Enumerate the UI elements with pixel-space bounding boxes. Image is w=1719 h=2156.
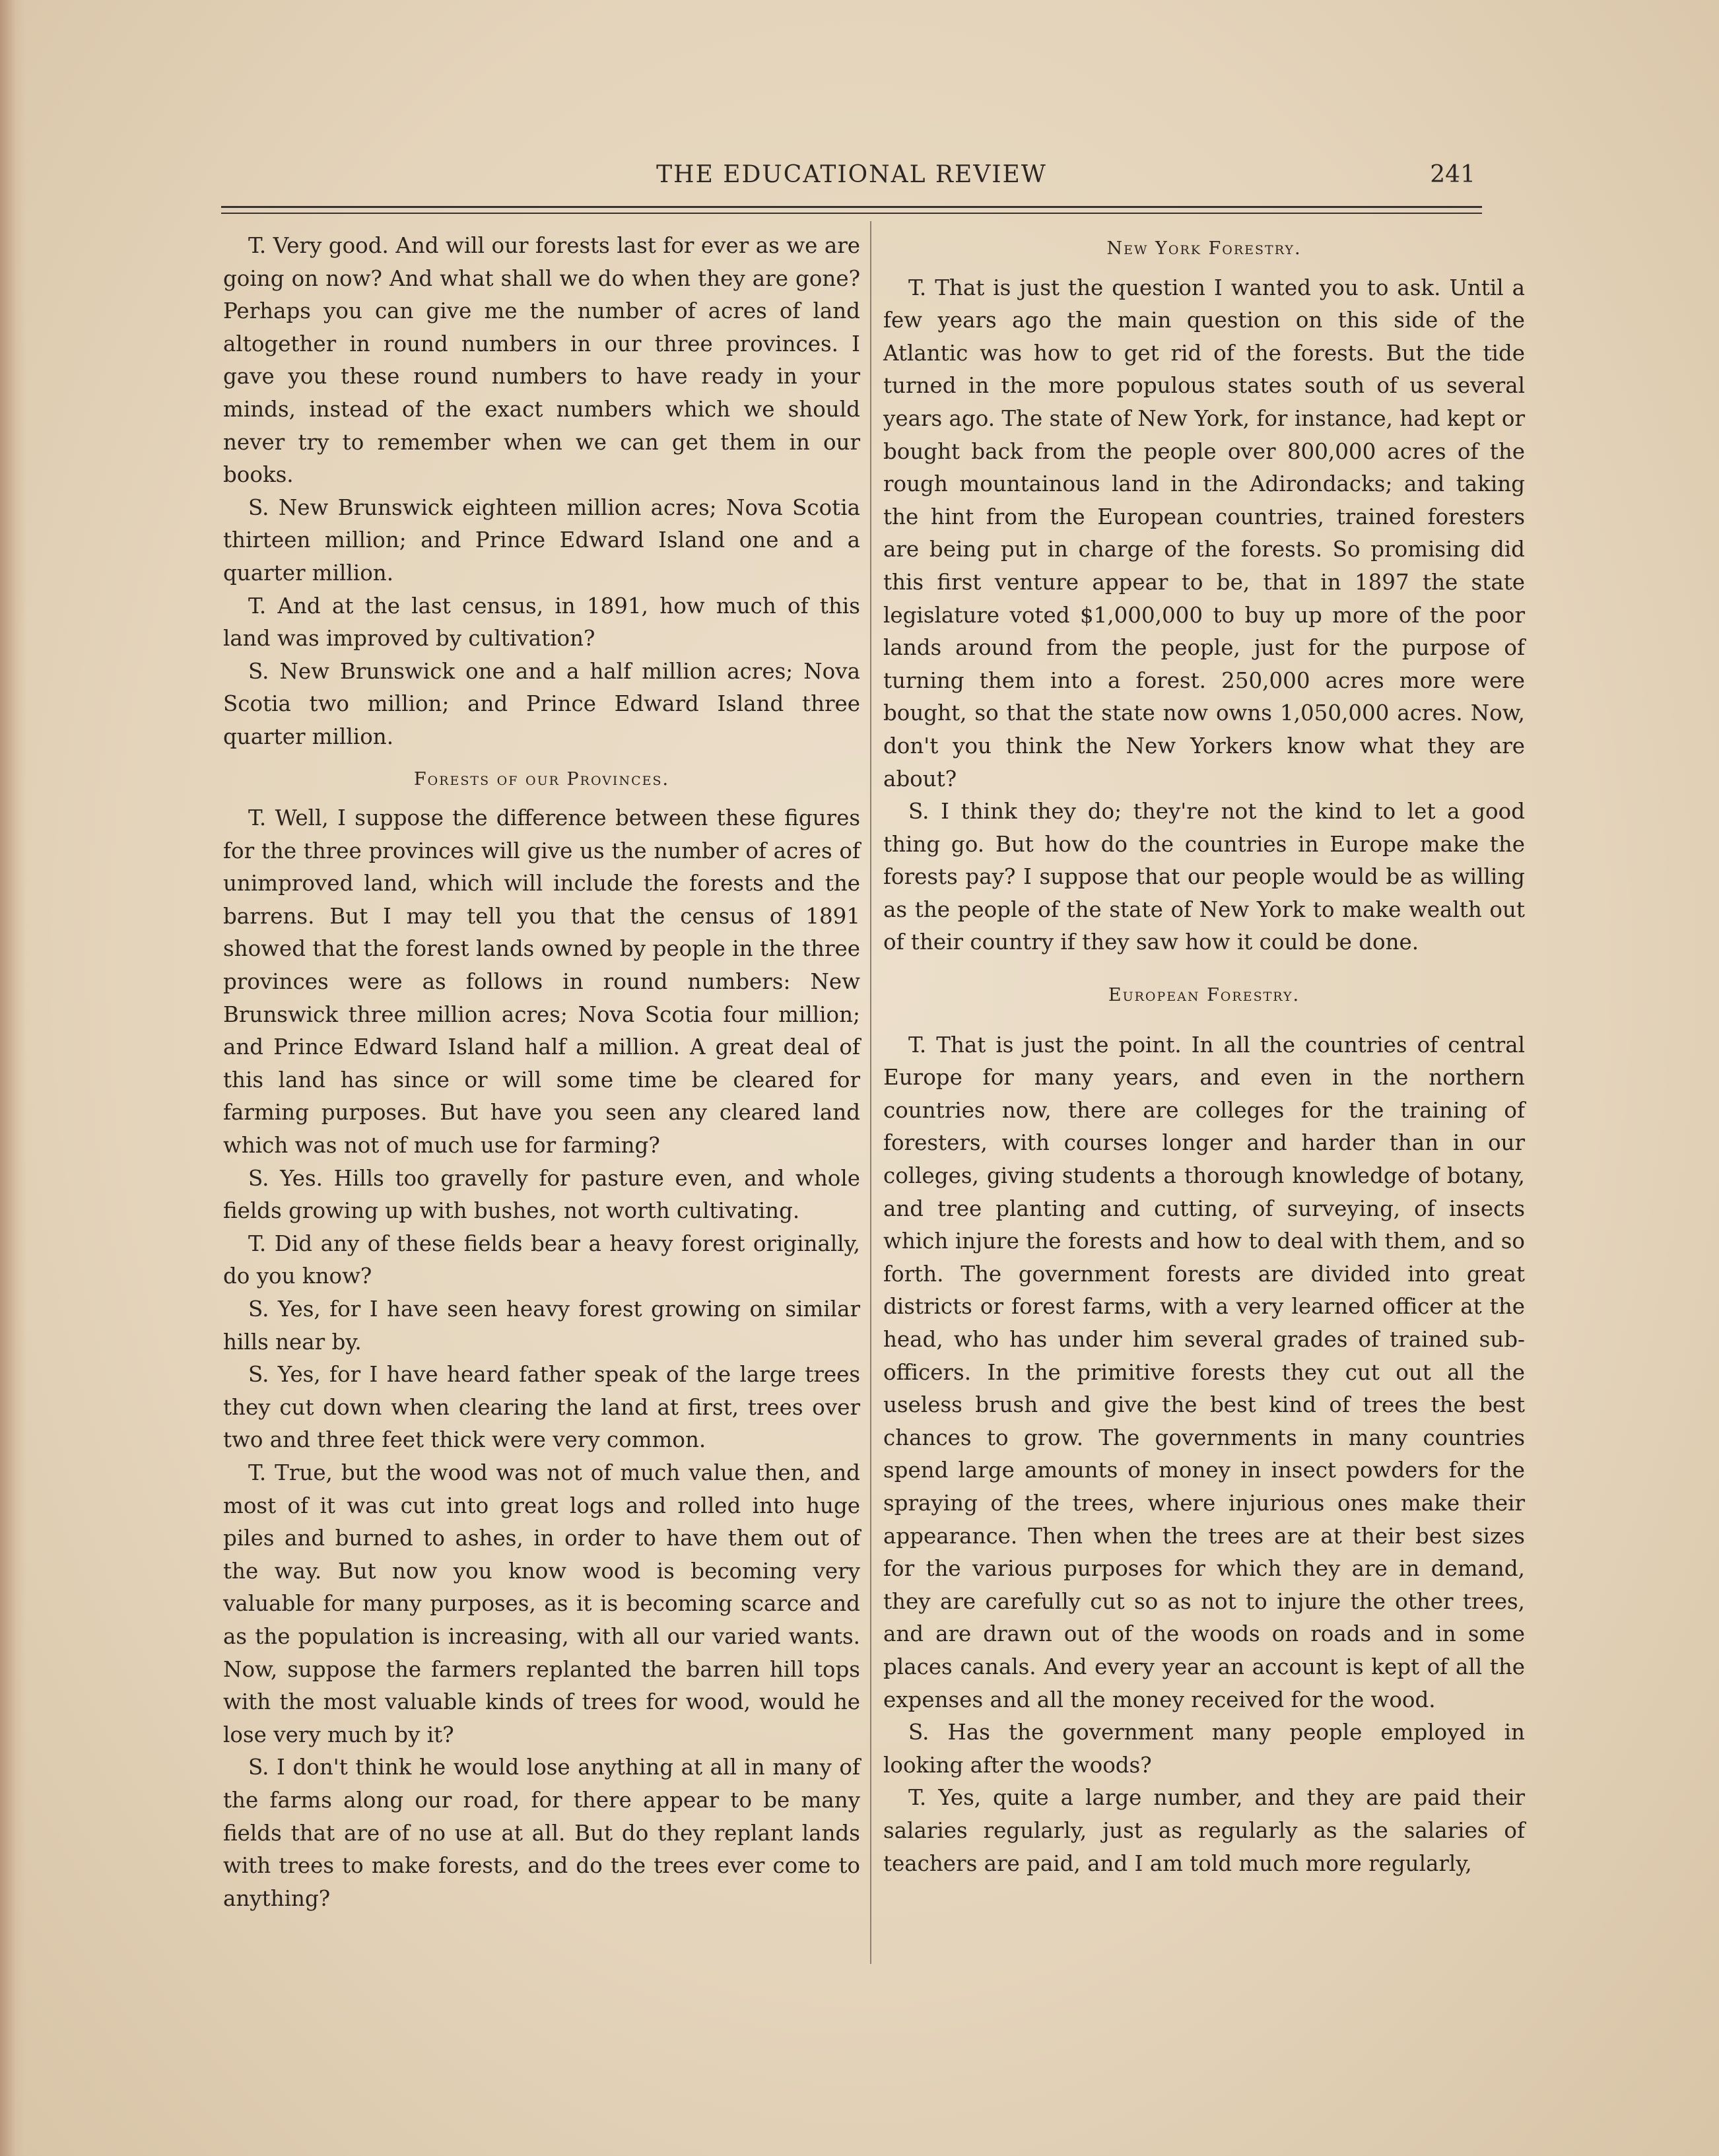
section-heading: New York Forestry. — [1106, 238, 1302, 259]
paragraph: S. Yes, for I have seen heavy forest growing on similar hills near by. — [223, 1297, 860, 1355]
section-heading: Forests of our Provinces. — [413, 768, 670, 790]
paragraph: S. Has the government many people employed in looking after the woods? — [883, 1720, 1525, 1778]
paragraph: T. Did any of these fields bear a heavy forest originally, do you know? — [223, 1230, 860, 1289]
page-number: 241 — [1430, 161, 1475, 188]
paragraph: S. Yes. Hills too gravelly for pasture even, and whole fields growing up with bushes, not worth cultivating. — [223, 1165, 860, 1224]
header-rule-thick — [221, 206, 1482, 208]
paragraph: T. Very good. And will our forests last for ever as we are going on now? And what shall we do when they are gone? Perhaps you can give me the number of acres of land altogether in round numbers in our three provinces. I gave you these round numbers to have ready in your minds, instead of the exact numbers which we should never try to remember when we can get them in our books. — [223, 233, 860, 488]
header-rule-thin — [221, 213, 1482, 214]
paragraph: T. That is just the point. In all the countries of central Europe for many years, and even in the northern countries now, there are colleges for the training of foresters, with courses longer and harder than in our colleges, giving students a thorough knowledge of botany, and tree planting and cutting, of surveying, of insects which injure the forests and how to deal with them, and so forth. The government forests are divided into great districts or forest farms, with a very learned officer at the head, who has under him several grades of trained sub-officers. In the primitive forests they cut out all the useless brush and give the best kind of trees the best chances to grow. The governments in many countries spend large amounts of money in insect powders for the spraying of the trees, where injurious ones make their appearance. Then when the trees are at their best sizes for the various purposes for which they are in demand, they are carefully cut so as not to injure the other trees, and are drawn out of the woods on roads and in some places canals. And every year an account is kept of all the expenses and all the money received for the wood. — [883, 1032, 1525, 1712]
paragraph: T. And at the last census, in 1891, how much of this land was improved by cultivation? — [223, 593, 860, 652]
paragraph: S. Yes, for I have heard father speak of the large trees they cut down when clearing the land at first, trees over two and three feet thick were very common. — [223, 1362, 860, 1453]
binding-edge — [0, 0, 26, 2156]
column-divider — [870, 221, 871, 1964]
paragraph: T. True, but the wood was not of much value then, and most of it was cut into great logs and rolled into huge piles and burned to ashes, in order to have them out of the way. But now you know wood is becoming very valuable for many purposes, as it is becoming scarce and as the population is increasing, with all our varied wants. Now, suppose the farmers replanted the barren hill tops with the most valuable kinds of trees for wood, would he lose very much by it? — [223, 1460, 860, 1747]
paragraph: S. New Brunswick one and a half million acres; Nova Scotia two million; and Prince Edward Island three quarter million. — [223, 658, 860, 749]
paragraph: T. Well, I suppose the difference between these figures for the three provinces will give us the number of acres of unimproved land, which will include the forests and the barrens. But I may tell you that the census of 1891 showed that the forest lands owned by people in the three provinces were as follows in round numbers: New Brunswick three million acres; Nova Scotia four million; and Prince Edward Island half a million. A great deal of this land has since or will some time be cleared for farming purposes. But have you seen any cleared land which was not of much use for farming? — [223, 805, 860, 1159]
paragraph: S. New Brunswick eighteen million acres; Nova Scotia thirteen million; and Prince Edward Island one and a quarter million. — [223, 494, 860, 586]
right-column — [883, 230, 1525, 1880]
paragraph: S. I think they do; they're not the kind to let a good thing go. But how do the countries in Europe make the forests pay? I suppose that our people would be as willing as the people of the state of New York to make wealth out of their country if they saw how it could be done. — [883, 799, 1525, 955]
page-header — [221, 157, 1482, 190]
section-heading: European Forestry. — [1108, 985, 1300, 1006]
left-column — [223, 230, 860, 1915]
running-head: THE EDUCATIONAL REVIEW — [656, 161, 1047, 188]
paragraph: T. Yes, quite a large number, and they are paid their salaries regularly, just as regularly as the salaries of teachers are paid, and I am told much more regularly, — [883, 1785, 1525, 1876]
paragraph: T. That is just the question I wanted you to ask. Until a few years ago the main question on this side of the Atlantic was how to get rid of the forests. But the tide turned in the more populous states south of us several years ago. The state of New York, for instance, had kept or bought back from the people over 800,000 acres of the rough mountainous land in the Adirondacks; and taking the hint from the European countries, trained foresters are being put in charge of the forests. So promising did this first venture appear to be, that in 1897 the state legislature voted $1,000,000 to buy up more of the poor lands around from the people, just for the purpose of turning them into a forest. 250,000 acres more were bought, so that the state now owns 1,050,000 acres. Now, don't you think the New Yorkers know what they are about? — [883, 275, 1525, 792]
paragraph: S. I don't think he would lose anything at all in many of the farms along our road, for there appear to be many fields that are of no use at all. But do they replant lands with trees to make forests, and do the trees ever come to anything? — [223, 1755, 860, 1911]
